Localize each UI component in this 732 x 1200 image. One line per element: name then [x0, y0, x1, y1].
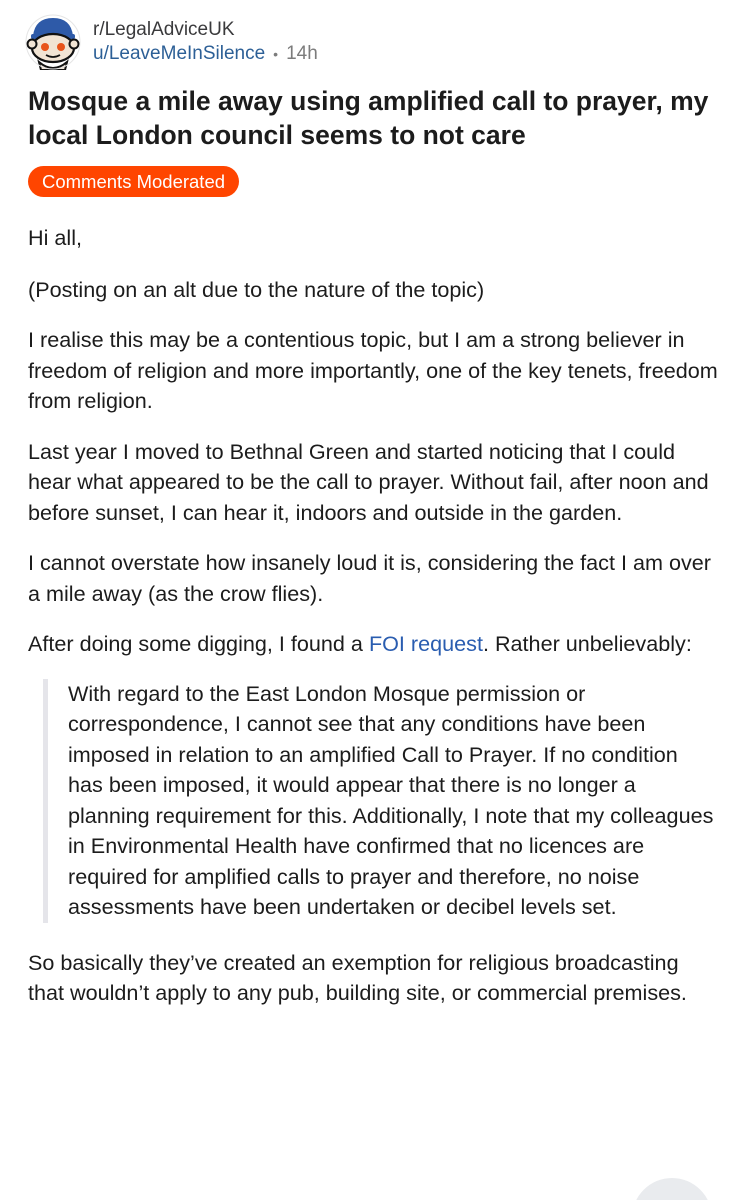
body-paragraph: So basically they’ve created an exemption for religious broadcasting that wouldn’t apply to any pub, building site, or commercial premises.: [28, 949, 687, 1005]
post-body: [28, 223, 718, 1029]
body-paragraph: I realise this may be a contentious topic, but I am a strong believer in freedom of religion and more importantly, one of the key tenets, freedom from religion.: [28, 327, 718, 413]
body-paragraph: Last year I moved to Bethnal Green and started noticing that I could hear what appeared to be the call to prayer. Without fail, after noon and before sunset, I can hear it, indoors and outside in the garden.: [28, 438, 709, 525]
post-title[interactable]: Mosque a mile away using amplified call to prayer, my local London council seems to not care: [28, 86, 709, 150]
post-header: [25, 12, 318, 72]
flair-badge[interactable]: Comments Moderated: [28, 166, 239, 197]
author-line: [93, 42, 318, 66]
separator-dot: •: [273, 46, 279, 62]
floating-action-button[interactable]: [632, 1178, 712, 1200]
body-text: After doing some digging, I found a: [28, 631, 369, 656]
post-age: 14h: [286, 43, 318, 64]
body-text: . Rather unbelievably:: [482, 631, 692, 656]
author-link[interactable]: u/LeaveMeInSilence: [93, 43, 266, 64]
snoo-avatar-icon[interactable]: [25, 14, 81, 70]
body-paragraph: (Posting on an alt due to the nature of the topic): [28, 276, 485, 302]
foi-request-link[interactable]: FOI request: [368, 631, 483, 656]
post-meta: [93, 18, 318, 66]
subreddit-link[interactable]: r/LegalAdviceUK: [93, 19, 235, 40]
body-paragraph: I cannot overstate how insanely loud it is, considering the fact I am over a mile away (as the crow flies).: [28, 550, 711, 606]
body-paragraph: Hi all,: [28, 225, 82, 250]
blockquote: With regard to the East London Mosque permission or correspondence, I cannot see that any conditions have been imposed in relation to an amplified Call to Prayer. If no condition has been imposed, it would appear that there is no longer a planning requirement for this. Additionally, I note that my colleagues in Environmental Health have confirmed that no licences are required for amplified calls to prayer and therefore, no noise assessments have been undertaken or decibel levels set.: [43, 679, 718, 923]
body-paragraph: [28, 629, 718, 660]
